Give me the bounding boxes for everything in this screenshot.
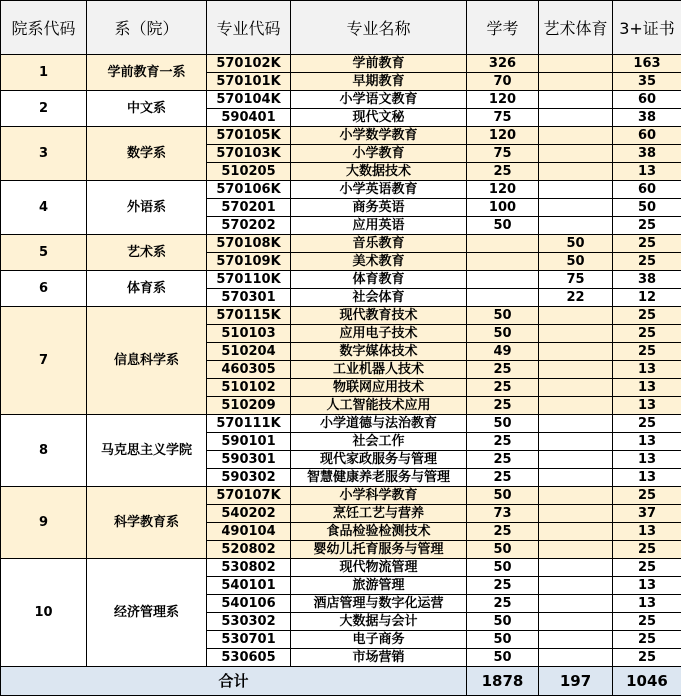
art-sport-cell xyxy=(539,397,613,415)
header-cert: 3+证书 xyxy=(613,1,681,55)
xuekao-cell: 25 xyxy=(467,397,539,415)
cert-cell: 13 xyxy=(613,523,681,541)
dept-code-cell: 6 xyxy=(1,271,87,307)
total-label: 合计 xyxy=(1,667,467,696)
major-code-cell: 570109K xyxy=(207,253,291,271)
xuekao-cell: 25 xyxy=(467,523,539,541)
major-name-cell: 电子商务 xyxy=(291,631,467,649)
cert-cell: 12 xyxy=(613,289,681,307)
header-row xyxy=(1,1,681,55)
xuekao-cell: 50 xyxy=(467,559,539,577)
header-major-code: 专业代码 xyxy=(207,1,291,55)
cert-cell: 38 xyxy=(613,109,681,127)
cert-cell: 50 xyxy=(613,199,681,217)
xuekao-cell: 50 xyxy=(467,325,539,343)
art-sport-cell xyxy=(539,163,613,181)
cert-cell: 60 xyxy=(613,181,681,199)
xuekao-cell: 120 xyxy=(467,181,539,199)
major-name-cell: 美术教育 xyxy=(291,253,467,271)
art-sport-cell: 22 xyxy=(539,289,613,307)
table-row xyxy=(1,91,681,109)
art-sport-cell xyxy=(539,505,613,523)
art-sport-cell xyxy=(539,469,613,487)
major-name-cell: 音乐教育 xyxy=(291,235,467,253)
major-name-cell: 社会体育 xyxy=(291,289,467,307)
total-cert: 1046 xyxy=(613,667,681,696)
dept-code-cell: 4 xyxy=(1,181,87,235)
cert-cell: 13 xyxy=(613,451,681,469)
major-code-cell: 510204 xyxy=(207,343,291,361)
cert-cell: 37 xyxy=(613,505,681,523)
art-sport-cell xyxy=(539,487,613,505)
art-sport-cell xyxy=(539,433,613,451)
art-sport-cell xyxy=(539,307,613,325)
art-sport-cell xyxy=(539,91,613,109)
cert-cell: 60 xyxy=(613,127,681,145)
art-sport-cell xyxy=(539,361,613,379)
major-name-cell: 智慧健康养老服务与管理 xyxy=(291,469,467,487)
cert-cell: 13 xyxy=(613,397,681,415)
major-name-cell: 小学英语教育 xyxy=(291,181,467,199)
dept-name-cell: 体育系 xyxy=(87,271,207,307)
major-name-cell: 婴幼儿托育服务与管理 xyxy=(291,541,467,559)
cert-cell: 25 xyxy=(613,541,681,559)
art-sport-cell xyxy=(539,451,613,469)
dept-code-cell: 2 xyxy=(1,91,87,127)
art-sport-cell xyxy=(539,181,613,199)
major-name-cell: 食品检验检测技术 xyxy=(291,523,467,541)
major-code-cell: 520802 xyxy=(207,541,291,559)
major-name-cell: 早期教育 xyxy=(291,73,467,91)
art-sport-cell: 50 xyxy=(539,253,613,271)
dept-name-cell: 信息科学系 xyxy=(87,307,207,415)
major-code-cell: 530302 xyxy=(207,613,291,631)
xuekao-cell: 326 xyxy=(467,55,539,73)
xuekao-cell xyxy=(467,253,539,271)
art-sport-cell xyxy=(539,577,613,595)
art-sport-cell xyxy=(539,541,613,559)
xuekao-cell: 75 xyxy=(467,109,539,127)
xuekao-cell: 25 xyxy=(467,379,539,397)
major-name-cell: 大数据技术 xyxy=(291,163,467,181)
major-name-cell: 人工智能技术应用 xyxy=(291,397,467,415)
major-name-cell: 学前教育 xyxy=(291,55,467,73)
major-name-cell: 大数据与会计 xyxy=(291,613,467,631)
cert-cell: 25 xyxy=(613,487,681,505)
major-name-cell: 酒店管理与数字化运营 xyxy=(291,595,467,613)
xuekao-cell xyxy=(467,271,539,289)
major-code-cell: 570115K xyxy=(207,307,291,325)
major-name-cell: 应用英语 xyxy=(291,217,467,235)
major-code-cell: 570301 xyxy=(207,289,291,307)
art-sport-cell xyxy=(539,217,613,235)
header-xuekao: 学考 xyxy=(467,1,539,55)
major-name-cell: 小学科学教育 xyxy=(291,487,467,505)
art-sport-cell xyxy=(539,523,613,541)
major-name-cell: 现代教育技术 xyxy=(291,307,467,325)
dept-code-cell: 9 xyxy=(1,487,87,559)
dept-code-cell: 5 xyxy=(1,235,87,271)
cert-cell: 13 xyxy=(613,595,681,613)
major-code-cell: 570101K xyxy=(207,73,291,91)
header-dept: 系（院） xyxy=(87,1,207,55)
dept-code-cell: 1 xyxy=(1,55,87,91)
table-row xyxy=(1,307,681,325)
major-code-cell: 570108K xyxy=(207,235,291,253)
cert-cell: 13 xyxy=(613,163,681,181)
xuekao-cell: 25 xyxy=(467,361,539,379)
major-name-cell: 应用电子技术 xyxy=(291,325,467,343)
table-row xyxy=(1,127,681,145)
art-sport-cell xyxy=(539,631,613,649)
cert-cell: 25 xyxy=(613,235,681,253)
xuekao-cell: 50 xyxy=(467,487,539,505)
dept-name-cell: 数学系 xyxy=(87,127,207,181)
art-sport-cell xyxy=(539,325,613,343)
major-code-cell: 510205 xyxy=(207,163,291,181)
major-name-cell: 物联网应用技术 xyxy=(291,379,467,397)
xuekao-cell: 25 xyxy=(467,433,539,451)
major-code-cell: 570105K xyxy=(207,127,291,145)
xuekao-cell: 120 xyxy=(467,127,539,145)
cert-cell: 25 xyxy=(613,325,681,343)
cert-cell: 163 xyxy=(613,55,681,73)
dept-name-cell: 经济管理系 xyxy=(87,559,207,667)
major-name-cell: 现代文秘 xyxy=(291,109,467,127)
major-name-cell: 小学道德与法治教育 xyxy=(291,415,467,433)
xuekao-cell: 120 xyxy=(467,91,539,109)
cert-cell: 25 xyxy=(613,217,681,235)
xuekao-cell: 75 xyxy=(467,145,539,163)
xuekao-cell: 25 xyxy=(467,451,539,469)
major-code-cell: 590302 xyxy=(207,469,291,487)
dept-name-cell: 马克思主义学院 xyxy=(87,415,207,487)
xuekao-cell: 25 xyxy=(467,577,539,595)
dept-name-cell: 学前教育一系 xyxy=(87,55,207,91)
art-sport-cell xyxy=(539,127,613,145)
cert-cell: 38 xyxy=(613,271,681,289)
major-code-cell: 570103K xyxy=(207,145,291,163)
major-name-cell: 工业机器人技术 xyxy=(291,361,467,379)
cert-cell: 13 xyxy=(613,361,681,379)
major-code-cell: 460305 xyxy=(207,361,291,379)
dept-code-cell: 10 xyxy=(1,559,87,667)
dept-code-cell: 7 xyxy=(1,307,87,415)
art-sport-cell xyxy=(539,379,613,397)
major-name-cell: 小学语文教育 xyxy=(291,91,467,109)
cert-cell: 25 xyxy=(613,253,681,271)
major-code-cell: 510103 xyxy=(207,325,291,343)
art-sport-cell xyxy=(539,55,613,73)
major-code-cell: 530605 xyxy=(207,649,291,667)
cert-cell: 13 xyxy=(613,577,681,595)
major-name-cell: 旅游管理 xyxy=(291,577,467,595)
art-sport-cell xyxy=(539,109,613,127)
major-name-cell: 现代家政服务与管理 xyxy=(291,451,467,469)
table-row xyxy=(1,487,681,505)
table-row xyxy=(1,55,681,73)
major-name-cell: 小学教育 xyxy=(291,145,467,163)
major-code-cell: 590101 xyxy=(207,433,291,451)
major-code-cell: 590301 xyxy=(207,451,291,469)
xuekao-cell: 50 xyxy=(467,307,539,325)
xuekao-cell: 70 xyxy=(467,73,539,91)
major-code-cell: 510102 xyxy=(207,379,291,397)
major-code-cell: 540202 xyxy=(207,505,291,523)
major-code-cell: 540106 xyxy=(207,595,291,613)
major-code-cell: 530802 xyxy=(207,559,291,577)
major-code-cell: 540101 xyxy=(207,577,291,595)
dept-code-cell: 3 xyxy=(1,127,87,181)
art-sport-cell xyxy=(539,649,613,667)
art-sport-cell: 50 xyxy=(539,235,613,253)
major-code-cell: 570102K xyxy=(207,55,291,73)
xuekao-cell: 73 xyxy=(467,505,539,523)
cert-cell: 25 xyxy=(613,415,681,433)
xuekao-cell: 100 xyxy=(467,199,539,217)
cert-cell: 25 xyxy=(613,613,681,631)
major-code-cell: 570201 xyxy=(207,199,291,217)
cert-cell: 13 xyxy=(613,469,681,487)
major-code-cell: 570104K xyxy=(207,91,291,109)
major-name-cell: 小学数学教育 xyxy=(291,127,467,145)
art-sport-cell xyxy=(539,595,613,613)
xuekao-cell: 50 xyxy=(467,649,539,667)
total-row xyxy=(1,667,681,696)
major-name-cell: 数字媒体技术 xyxy=(291,343,467,361)
table-row xyxy=(1,415,681,433)
art-sport-cell xyxy=(539,343,613,361)
major-name-cell: 市场营销 xyxy=(291,649,467,667)
major-code-cell: 510209 xyxy=(207,397,291,415)
major-name-cell: 商务英语 xyxy=(291,199,467,217)
dept-name-cell: 艺术系 xyxy=(87,235,207,271)
major-code-cell: 570111K xyxy=(207,415,291,433)
xuekao-cell: 49 xyxy=(467,343,539,361)
major-code-cell: 530701 xyxy=(207,631,291,649)
table-row xyxy=(1,559,681,577)
art-sport-cell: 75 xyxy=(539,271,613,289)
total-art-sport: 197 xyxy=(539,667,613,696)
cert-cell: 25 xyxy=(613,649,681,667)
major-name-cell: 烹饪工艺与营养 xyxy=(291,505,467,523)
art-sport-cell xyxy=(539,559,613,577)
table-row xyxy=(1,271,681,289)
major-name-cell: 现代物流管理 xyxy=(291,559,467,577)
dept-name-cell: 外语系 xyxy=(87,181,207,235)
table-row xyxy=(1,235,681,253)
major-code-cell: 590401 xyxy=(207,109,291,127)
header-dept-code: 院系代码 xyxy=(1,1,87,55)
xuekao-cell: 25 xyxy=(467,595,539,613)
dept-name-cell: 科学教育系 xyxy=(87,487,207,559)
header-art-sport: 艺术体育 xyxy=(539,1,613,55)
major-code-cell: 570202 xyxy=(207,217,291,235)
xuekao-cell: 50 xyxy=(467,217,539,235)
xuekao-cell: 50 xyxy=(467,613,539,631)
art-sport-cell xyxy=(539,613,613,631)
table-body xyxy=(1,55,681,667)
major-name-cell: 社会工作 xyxy=(291,433,467,451)
xuekao-cell: 25 xyxy=(467,163,539,181)
xuekao-cell: 50 xyxy=(467,631,539,649)
xuekao-cell xyxy=(467,289,539,307)
cert-cell: 25 xyxy=(613,343,681,361)
cert-cell: 60 xyxy=(613,91,681,109)
xuekao-cell: 50 xyxy=(467,415,539,433)
cert-cell: 35 xyxy=(613,73,681,91)
major-code-cell: 570106K xyxy=(207,181,291,199)
xuekao-cell: 50 xyxy=(467,541,539,559)
header-major-name: 专业名称 xyxy=(291,1,467,55)
major-code-cell: 490104 xyxy=(207,523,291,541)
cert-cell: 13 xyxy=(613,433,681,451)
xuekao-cell: 25 xyxy=(467,469,539,487)
major-code-cell: 570107K xyxy=(207,487,291,505)
major-name-cell: 体育教育 xyxy=(291,271,467,289)
xuekao-cell xyxy=(467,235,539,253)
cert-cell: 13 xyxy=(613,379,681,397)
table-row xyxy=(1,181,681,199)
cert-cell: 25 xyxy=(613,631,681,649)
art-sport-cell xyxy=(539,199,613,217)
cert-cell: 25 xyxy=(613,307,681,325)
art-sport-cell xyxy=(539,145,613,163)
art-sport-cell xyxy=(539,415,613,433)
cert-cell: 25 xyxy=(613,559,681,577)
dept-name-cell: 中文系 xyxy=(87,91,207,127)
major-code-cell: 570110K xyxy=(207,271,291,289)
dept-code-cell: 8 xyxy=(1,415,87,487)
art-sport-cell xyxy=(539,73,613,91)
cert-cell: 38 xyxy=(613,145,681,163)
total-xuekao: 1878 xyxy=(467,667,539,696)
